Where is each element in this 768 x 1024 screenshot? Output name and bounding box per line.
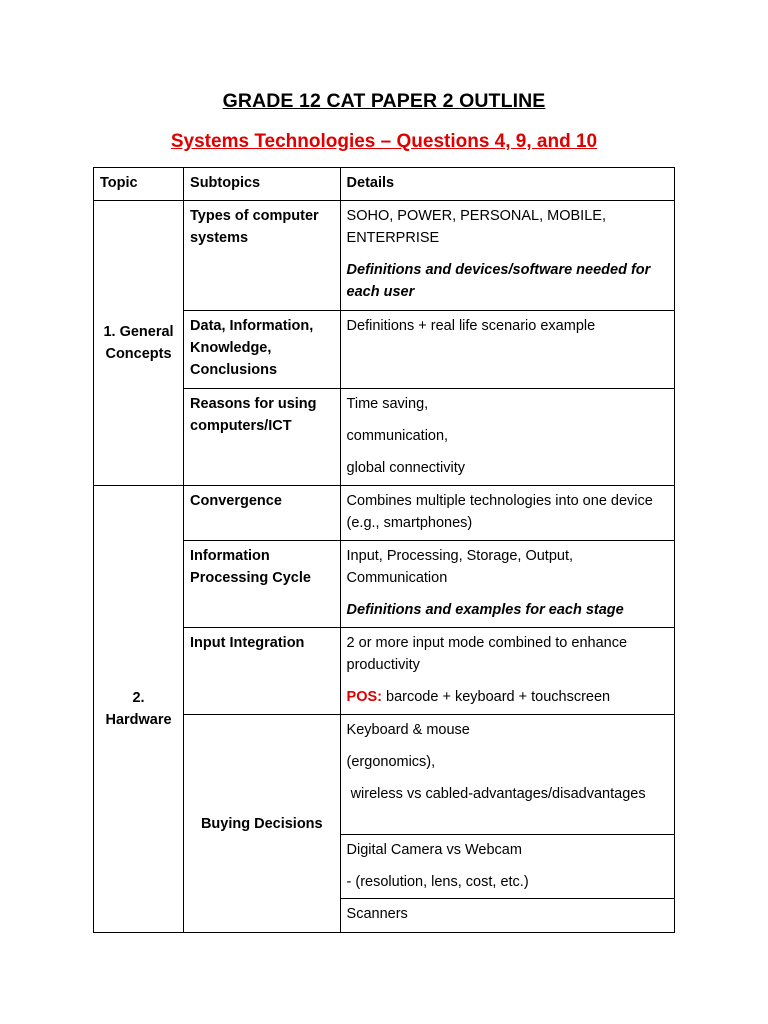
detail-text: Digital Camera vs Webcam xyxy=(346,842,522,858)
subtopic-cell: Information Processing Cycle xyxy=(184,541,341,628)
details-cell xyxy=(340,201,674,311)
details-cell xyxy=(340,899,674,933)
header-subtopics: Subtopics xyxy=(184,168,341,201)
detail-text: Keyboard & mouse xyxy=(346,722,470,738)
table-header-row xyxy=(94,168,675,201)
detail-text: (ergonomics), xyxy=(346,754,436,770)
header-details: Details xyxy=(340,168,674,201)
detail-text: Time saving, xyxy=(346,396,429,412)
details-cell xyxy=(340,541,674,628)
detail-text: 2 or more input mode combined to enhance productivity xyxy=(346,635,628,673)
page-title: GRADE 12 CAT PAPER 2 OUTLINE xyxy=(222,90,546,112)
detail-text: Combines multiple technologies into one device (e.g., smartphones) xyxy=(346,493,653,531)
subtopic-cell: Buying Decisions xyxy=(184,715,341,933)
subtopic-cell: Convergence xyxy=(184,486,341,541)
table-row xyxy=(94,486,675,541)
page-subtitle: Systems Technologies – Questions 4, 9, and 10 xyxy=(170,131,598,152)
detail-text: communication, xyxy=(346,428,449,444)
details-cell xyxy=(340,389,674,486)
detail-emphasis: Definitions and devices/software needed for each user xyxy=(346,262,651,300)
details-cell xyxy=(340,835,674,899)
detail-text: global connectivity xyxy=(346,460,466,476)
subtopic-cell: Data, Information, Knowledge, Conclusions xyxy=(184,311,341,389)
topic-hardware: 2. Hardware xyxy=(94,486,184,933)
subtopic-cell: Reasons for using computers/ICT xyxy=(184,389,341,486)
subtopic-cell: Types of computer systems xyxy=(184,201,341,311)
details-cell xyxy=(340,311,674,389)
detail-text xyxy=(347,686,668,708)
detail-text: SOHO, POWER, PERSONAL, MOBILE, ENTERPRISE xyxy=(346,208,606,246)
details-cell xyxy=(340,628,674,715)
detail-text: Definitions + real life scenario example xyxy=(346,318,596,334)
pos-label: POS: xyxy=(346,689,382,705)
pos-text: barcode + keyboard + touchscreen xyxy=(381,689,611,705)
outline-table xyxy=(93,167,675,933)
detail-emphasis: Definitions and examples for each stage xyxy=(346,602,624,618)
table-row xyxy=(94,201,675,311)
detail-text: Input, Processing, Storage, Output, Communication xyxy=(346,548,574,586)
detail-text: wireless vs cabled-advantages/disadvantages xyxy=(346,786,646,802)
subtopic-cell: Input Integration xyxy=(184,628,341,715)
topic-general-concepts: 1. General Concepts xyxy=(94,201,184,486)
details-cell xyxy=(340,486,674,541)
detail-text: Scanners xyxy=(346,906,408,922)
header-topic: Topic xyxy=(94,168,184,201)
detail-text: - (resolution, lens, cost, etc.) xyxy=(346,874,529,890)
details-cell xyxy=(340,715,674,835)
